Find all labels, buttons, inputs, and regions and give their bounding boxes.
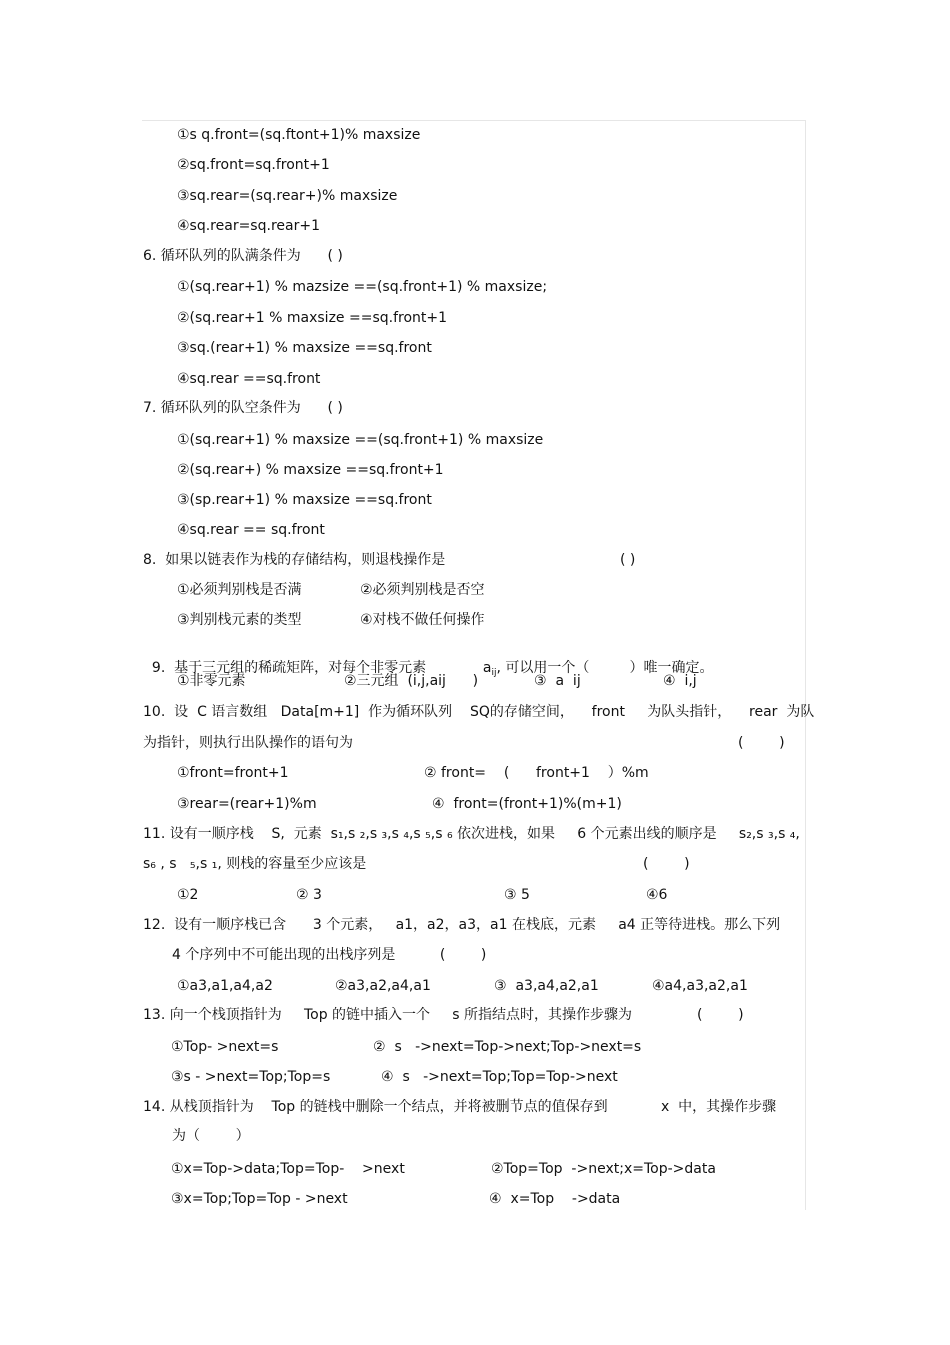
q8-answer-bracket: ( ) xyxy=(620,552,636,568)
q14-option-2: ②Top=Top ->next;x=Top->data xyxy=(491,1161,716,1177)
question-14-line-2: 为（ ） xyxy=(172,1128,250,1144)
q5-option-4: ④sq.rear=sq.rear+1 xyxy=(177,218,320,234)
q13-option-1: ①Top- >next=s xyxy=(171,1039,279,1055)
q13-option-4: ④ s ->next=Top;Top=Top->next xyxy=(381,1069,618,1085)
q12-option-4: ④a4,a3,a2,a1 xyxy=(652,978,748,994)
q12-option-1: ①a3,a1,a4,a2 xyxy=(177,978,273,994)
question-12-line-1: 12. 设有一顺序栈已含 3 个元素， a1，a2，a3，a1 在栈底，元素 a4 正等待进栈。那么下列 xyxy=(143,917,781,933)
question-11-line-2: s₆ , s ₅,s ₁, 则栈的容量至少应该是 xyxy=(143,856,367,872)
q5-option-3: ③sq.rear=(sq.rear+)% maxsize xyxy=(177,188,398,204)
q11-option-4: ④6 xyxy=(646,887,668,903)
q14-option-1: ①x=Top->data;Top=Top- >next xyxy=(171,1161,405,1177)
q8-option-4: ④对栈不做任何操作 xyxy=(360,612,485,628)
q14-option-4: ④ x=Top ->data xyxy=(489,1191,621,1207)
q6-option-1: ①(sq.rear+1) % mazsize ==(sq.front+1) % maxsize; xyxy=(177,279,548,295)
q14-option-3: ③x=Top;Top=Top - >next xyxy=(171,1191,348,1207)
q10-option-2: ② front= ( front+1 ）%m xyxy=(424,765,649,781)
q8-option-2: ②必须判别栈是否空 xyxy=(360,582,485,598)
q10-option-3: ③rear=(rear+1)%m xyxy=(177,796,317,812)
q6-option-3: ③sq.(rear+1) % maxsize ==sq.front xyxy=(177,340,432,356)
q7-option-2: ②(sq.rear+) % maxsize ==sq.front+1 xyxy=(177,462,444,478)
question-12-line-2: 4 个序列中不可能出现的出栈序列是 ( ) xyxy=(172,947,487,963)
question-10-line-2: 为指针，则执行出队操作的语句为 xyxy=(143,735,353,751)
q7-option-4: ④sq.rear == sq.front xyxy=(177,522,325,538)
q13-answer-bracket: ( ) xyxy=(697,1007,744,1023)
q13-option-2: ② s ->next=Top->next;Top->next=s xyxy=(373,1039,642,1055)
question-13: 13. 向一个栈顶指针为 Top 的链中插入一个 s 所指结点时，其操作步骤为 xyxy=(143,1007,633,1023)
question-6: 6. 循环队列的队满条件为 ( ) xyxy=(143,248,343,264)
q8-option-3: ③判别栈元素的类型 xyxy=(177,612,302,628)
q10-option-4: ④ front=(front+1)%(m+1) xyxy=(432,796,622,812)
question-14-line-1: 14. 从栈顶指针为 Top 的链栈中删除一个结点，并将被删节点的值保存到 x 中，其操作步骤 xyxy=(143,1099,777,1115)
q5-option-2: ②sq.front=sq.front+1 xyxy=(177,157,330,173)
q12-option-3: ③ a3,a4,a2,a1 xyxy=(494,978,599,994)
q9-option-3: ③ a ij xyxy=(534,673,581,689)
question-8: 8. 如果以链表作为栈的存储结构，则退栈操作是 xyxy=(143,552,446,568)
q10-answer-bracket: ( ) xyxy=(738,735,785,751)
q11-option-2: ② 3 xyxy=(296,887,322,903)
q8-option-1: ①必须判别栈是否满 xyxy=(177,582,302,598)
q7-option-3: ③(sp.rear+1) % maxsize ==sq.front xyxy=(177,492,432,508)
q6-option-2: ②(sq.rear+1 % maxsize ==sq.front+1 xyxy=(177,310,448,326)
question-7: 7. 循环队列的队空条件为 ( ) xyxy=(143,400,343,416)
q9-option-4: ④ i,j xyxy=(663,673,697,689)
q11-answer-bracket: ( ) xyxy=(643,856,690,872)
q9-text-end: , 可以用一个（ ）唯一确定。 xyxy=(496,660,714,676)
q12-option-2: ②a3,a2,a4,a1 xyxy=(335,978,431,994)
q11-option-3: ③ 5 xyxy=(504,887,530,903)
q10-option-1: ①front=front+1 xyxy=(177,765,289,781)
question-10-line-1: 10. 设 C 语言数组 Data[m+1] 作为循环队列 SQ的存储空间， front 为队头指针， rear 为队 xyxy=(143,704,815,720)
q9-a: a xyxy=(482,660,492,676)
q11-option-1: ①2 xyxy=(177,887,199,903)
q13-option-3: ③s - >next=Top;Top=s xyxy=(171,1069,331,1085)
q9-option-2: ②三元组 (i,j,aij ) xyxy=(344,673,479,689)
q7-option-1: ①(sq.rear+1) % maxsize ==(sq.front+1) % maxsize xyxy=(177,432,544,448)
question-11-line-1: 11. 设有一顺序栈 S, 元素 s₁,s ₂,s ₃,s ₄,s ₅,s ₆ 依次进栈，如果 6 个元素出线的顺序是 s₂,s ₃,s ₄, xyxy=(143,826,800,842)
q9-a-subscript: ij xyxy=(491,668,497,678)
q6-option-4: ④sq.rear ==sq.front xyxy=(177,371,321,387)
q9-text-start: 9. 基于三元组的稀疏矩阵，对每个非零元素 xyxy=(151,660,427,676)
q5-option-1: ①s q.front=(sq.ftont+1)% maxsize xyxy=(177,127,421,143)
q9-option-1: ①非零元素 xyxy=(177,673,246,689)
